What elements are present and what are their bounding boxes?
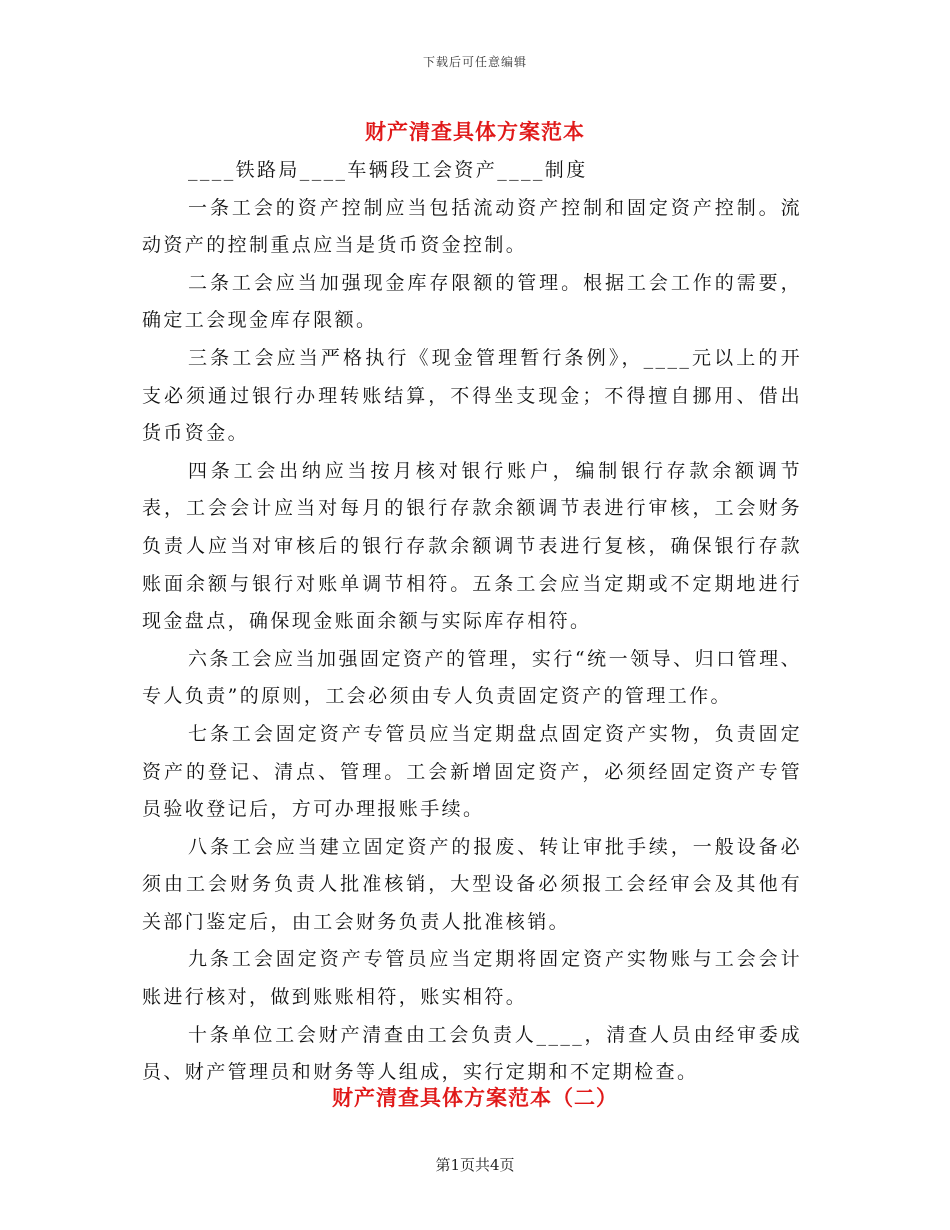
page-header-note: 下载后可任意编辑	[422, 55, 527, 69]
document-title: 财产清查具体方案范本	[365, 119, 585, 144]
paragraph-article-9: 九条工会固定资产专管员应当定期将固定资产实物账与工会会计账进行核对，做到账账相符，账实相符。	[142, 948, 802, 1009]
paragraph-article-6: 六条工会应当加强固定资产的管理，实行“统一领导、归口管理、专人负责”的原则，工会必须由专人负责固定资产的管理工作。	[142, 647, 802, 708]
paragraph-article-1: 一条工会的资产控制应当包括流动资产控制和固定资产控制。流动资产的控制重点应当是货币资金控制。	[142, 196, 802, 257]
document-body	[142, 152, 802, 1092]
paragraph-heading-line: ____铁路局____车辆段工会资产____制度	[188, 159, 588, 181]
paragraph-article-2: 二条工会应当加强现金库存限额的管理。根据工会工作的需要，确定工会现金库存限额。	[142, 271, 802, 332]
paragraph-article-7: 七条工会固定资产专管员应当定期盘点固定资产实物，负责固定资产的登记、清点、管理。工会新增固定资产，必须经固定资产专管员验收登记后，方可办理报账手续。	[142, 722, 802, 821]
second-section-title: 财产清查具体方案范本（二）	[332, 1085, 618, 1110]
paragraph-article-4-5: 四条工会出纳应当按月核对银行账户，编制银行存款余额调节表，工会会计应当对每月的银行存款余额调节表进行审核，工会财务负责人应当对审核后的银行存款余额调节表进行复核，确保银行存款账面余额与银行对账单调节相符。五条工会应当定期或不定期地进行现金盘点，确保现金账面余额与实际库存相符。	[142, 459, 802, 633]
paragraph-article-8: 八条工会应当建立固定资产的报废、转让审批手续，一般设备必须由工会财务负责人批准核销，大型设备必须报工会经审会及其他有关部门鉴定后，由工会财务负责人批准核销。	[142, 835, 802, 933]
paragraph-article-3: 三条工会应当严格执行《现金管理暂行条例》，____元以上的开支必须通过银行办理转账结算，不得坐支现金；不得擅自挪用、借出货币资金。	[142, 346, 802, 445]
paragraph-article-10: 十条单位工会财产清查由工会负责人____，清查人员由经审委成员、财产管理员和财务等人组成，实行定期和不定期检查。	[142, 1023, 802, 1084]
page-footer-number: 第1页共4页	[435, 1156, 515, 1174]
